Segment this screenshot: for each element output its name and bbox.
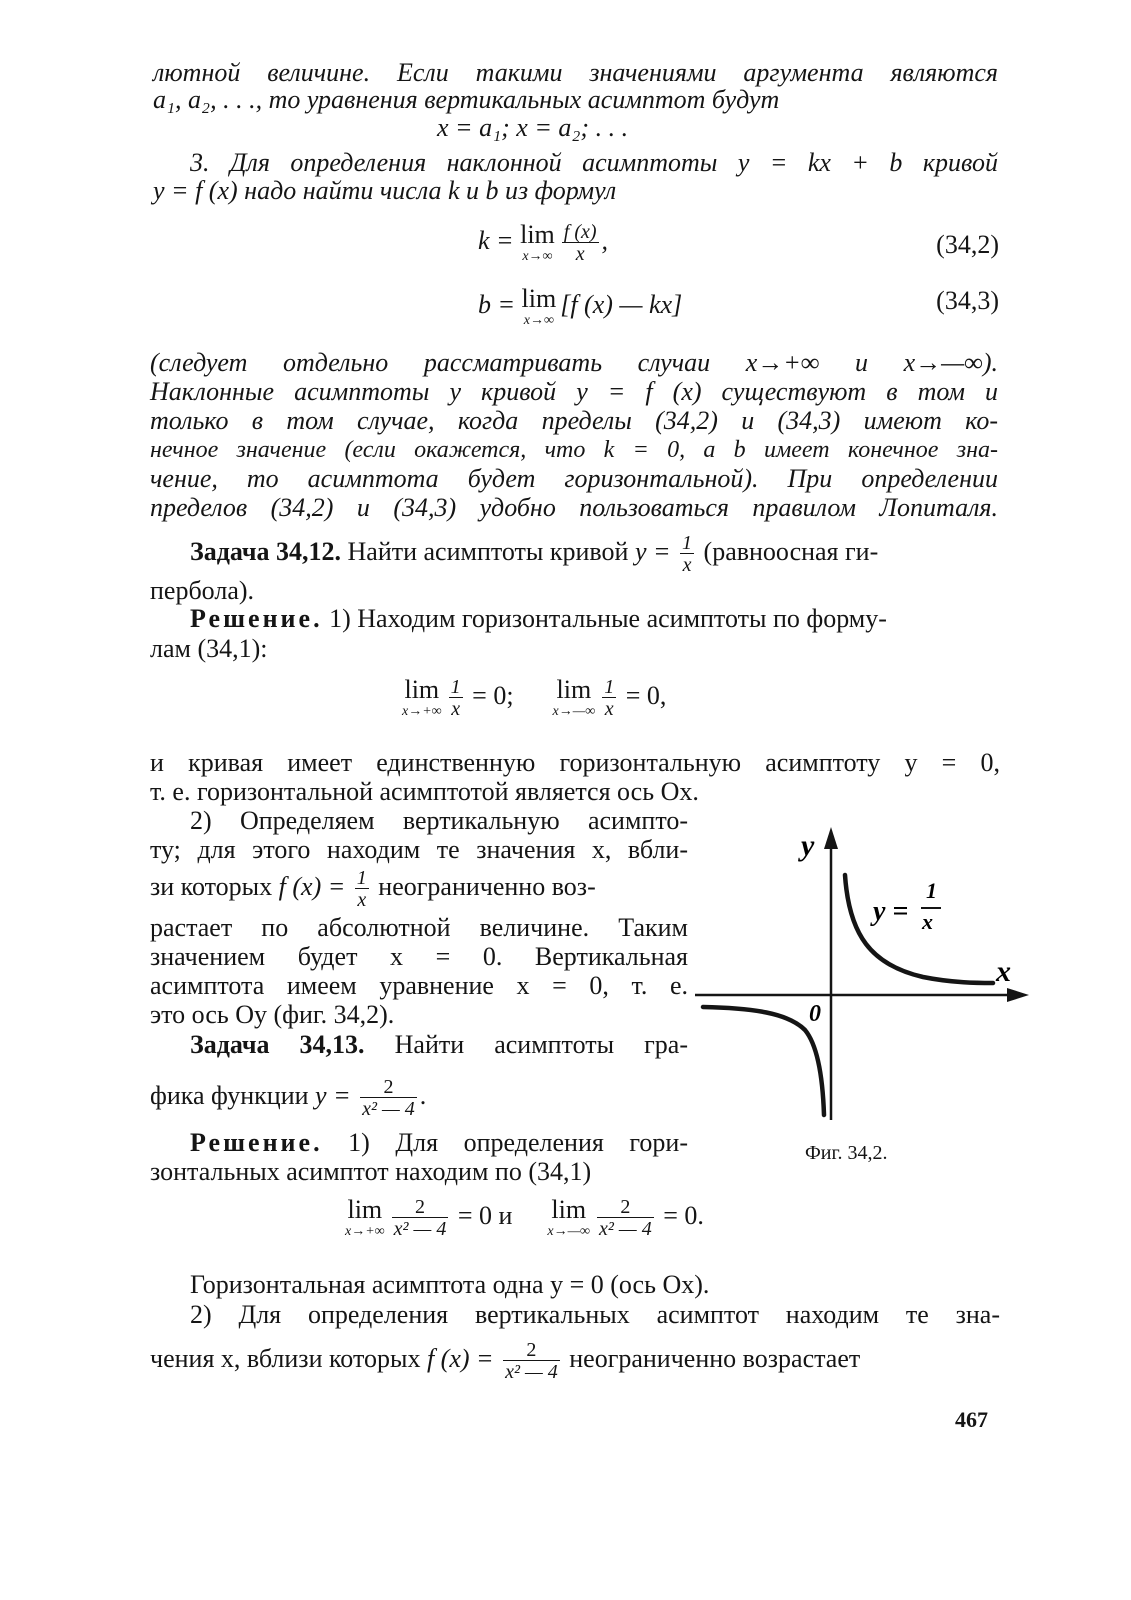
- step2-line3: [150, 868, 596, 910]
- limit-equals-zero: = 0;: [465, 680, 514, 710]
- formula-b-lhs: b =: [478, 289, 522, 319]
- para3-line1: 3. Для определения наклонной асимптоты y = kx + b кривой: [190, 148, 998, 177]
- task13-tail: .: [419, 1080, 427, 1110]
- limit-plus-infinity: [345, 1197, 385, 1239]
- step2-fraction: [503, 1340, 560, 1382]
- step2-line5: значением будет x = 0. Вертикальная: [150, 942, 688, 971]
- lim-word: lim: [347, 1195, 383, 1224]
- fraction-numerator: 1: [682, 532, 693, 554]
- para4-line5: чение, то асимптота будет горизонтальной). При определении: [150, 464, 998, 493]
- step2-line7: это ось Oy (фиг. 34,2).: [150, 1000, 395, 1029]
- lim-subscript: x→—∞: [552, 704, 596, 719]
- fraction-denominator: x: [575, 243, 585, 265]
- task13-text2: фика функции: [150, 1080, 316, 1110]
- fraction-denominator: x² — 4: [599, 1218, 652, 1240]
- limit-equals-zero: = 0 и: [451, 1200, 513, 1230]
- step2-line1: 2) Определяем вертикальную асимпто-: [190, 806, 688, 835]
- one-over-x-fraction: [449, 677, 463, 719]
- page-number: 467: [955, 1407, 988, 1432]
- para1-line2: a₁, a₂, . . ., то уравнения вертикальных асимптот будут: [153, 85, 780, 114]
- fraction-denominator: x: [682, 554, 692, 576]
- formula-b-lim: [522, 286, 557, 328]
- step2-fx: f (x) =: [426, 1343, 501, 1373]
- equation-number-34-3: (34,3): [936, 286, 999, 315]
- lim-word: lim: [521, 284, 557, 313]
- curve-label: y =: [873, 896, 909, 927]
- solution12-after2: т. е. горизонтальной асимптотой является ось Ox.: [150, 777, 699, 806]
- task12-text: Найти асимптоты кривой: [341, 536, 635, 566]
- fraction-numerator: 1: [604, 676, 615, 698]
- para1-line3: x = a₁; x = a₂; . . .: [437, 113, 629, 142]
- fraction-numerator: 2: [503, 1340, 560, 1361]
- step2-text: зи которых: [150, 871, 279, 901]
- task12-line1: [190, 533, 878, 575]
- limit-equals-zero: = 0.: [656, 1200, 704, 1230]
- task13-label: Задача 34,13.: [190, 1030, 365, 1059]
- lim-word: lim: [404, 675, 440, 704]
- formula-b-rhs: [f (x) — kx]: [560, 289, 683, 319]
- solution13-line1: [190, 1128, 688, 1158]
- formula-b: [478, 286, 682, 328]
- task12-fraction: [680, 533, 694, 575]
- hyperbola-figure: [693, 815, 1053, 1145]
- limit-minus-infinity: [553, 677, 596, 719]
- task13-text: Найти асимптоты гра-: [364, 1030, 688, 1059]
- fraction-numerator: f (x): [563, 221, 597, 243]
- lim-subscript: x→∞: [523, 313, 554, 328]
- limit-minus-infinity: [547, 1197, 590, 1239]
- solution12-limits: [402, 677, 666, 719]
- solution13-limits: [345, 1197, 704, 1239]
- step2-line2: ту; для этого находим те значения x, вбли-: [150, 835, 688, 864]
- para4-line3: только в том случае, когда пределы (34,2) и (34,3) имеют ко-: [150, 406, 998, 435]
- para4-line1: (следует отдельно рассматривать случаи x→+∞ и x→—∞).: [150, 348, 998, 377]
- para4-line4: нечное значение (если окажется, что k = 0, а b имеет конечное зна-: [150, 437, 998, 463]
- task13-line2: [150, 1077, 426, 1119]
- para3-line2: y = f (x) надо найти числа k и b из формул: [153, 176, 617, 205]
- fraction-denominator: x² — 4: [362, 1098, 415, 1120]
- y-axis-label: y: [801, 829, 815, 862]
- two-over-x2-minus-4-fraction: [392, 1197, 449, 1239]
- equation-number-34-2: (34,2): [936, 230, 999, 259]
- step2-text: чения x, вблизи которых: [150, 1343, 427, 1373]
- solution13-line2: зонтальных асимптот находим по (34,1): [150, 1157, 592, 1186]
- solution12-after1: и кривая имеет единственную горизонтальную асимптоту y = 0,: [150, 748, 1000, 777]
- fraction-denominator: x: [604, 698, 614, 720]
- fraction-numerator: 1: [356, 867, 367, 889]
- step2-text-end: неограниченно возрастает: [562, 1343, 861, 1373]
- hyperbola-branch-negative: [703, 1007, 824, 1115]
- formula-k-lim: [520, 222, 555, 264]
- solution13-label: Решение.: [190, 1128, 323, 1157]
- lim-subscript: x→—∞: [547, 1224, 591, 1239]
- lim-subscript: x→∞: [522, 249, 553, 264]
- fraction-denominator: x: [451, 698, 461, 720]
- lim-word: lim: [551, 1195, 587, 1224]
- task12-line2: пербола).: [150, 576, 255, 605]
- formula-k-tail: ,: [601, 225, 609, 255]
- solution12-line2: лам (34,1):: [150, 634, 268, 663]
- limit-plus-infinity: [402, 677, 442, 719]
- solution13-after: Горизонтальная асимптота одна y = 0 (ось Ox).: [190, 1270, 710, 1299]
- one-over-x-fraction: [602, 677, 616, 719]
- fraction-denominator: x² — 4: [393, 1218, 447, 1240]
- task13-line1: [190, 1030, 688, 1060]
- lim-subscript: x→+∞: [345, 1224, 385, 1239]
- lim-subscript: x→+∞: [402, 704, 442, 719]
- formula-k: [478, 222, 608, 264]
- x-axis-arrow: [1007, 988, 1029, 1002]
- task12-y: y =: [634, 536, 678, 566]
- solution12-label: Решение.: [190, 604, 323, 633]
- limit-equals-zero: = 0,: [619, 680, 667, 710]
- para4-line2: Наклонные асимптоты у кривой y = f (x) существуют в том и: [150, 377, 998, 406]
- origin-label: 0: [809, 1001, 821, 1027]
- figure-caption: Фиг. 34,2.: [805, 1142, 888, 1164]
- formula-k-fraction: [562, 222, 599, 264]
- task12-label: Задача 34,12.: [190, 536, 341, 566]
- fraction-numerator: 1: [450, 676, 461, 698]
- fraction-numerator: 2: [392, 1197, 449, 1218]
- x-axis-label: x: [996, 955, 1011, 988]
- fraction-denominator: x² — 4: [505, 1361, 558, 1383]
- fraction-numerator: 2: [360, 1077, 417, 1098]
- curve-label-numerator: 1: [926, 878, 937, 903]
- solution13-text: 1) Для определения гори-: [322, 1128, 688, 1157]
- task12-text-end: (равноосная ги-: [697, 536, 879, 566]
- two-over-x2-minus-4-fraction: [597, 1197, 654, 1239]
- hyperbola-branch-positive: [845, 875, 993, 983]
- step2-fx: f (x) =: [278, 871, 352, 901]
- fraction-denominator: x: [357, 889, 367, 911]
- lim-word: lim: [556, 675, 592, 704]
- solution13-step2-line1: 2) Для определения вертикальных асимптот находим те зна-: [190, 1300, 1000, 1329]
- step2-line6: асимптота имеем уравнение x = 0, т. е.: [150, 971, 688, 1000]
- fraction-numerator: 2: [597, 1197, 654, 1218]
- step2-line4: растает по абсолютной величине. Таким: [150, 913, 688, 942]
- task13-y: y =: [315, 1080, 358, 1110]
- lim-word: lim: [520, 220, 555, 249]
- solution13-step2-line2: [150, 1340, 860, 1382]
- para4-line6: пределов (34,2) и (34,3) удобно пользоваться правилом Лопиталя.: [150, 493, 998, 522]
- formula-k-lhs: k =: [478, 225, 521, 255]
- curve-label-denominator: x: [922, 909, 933, 934]
- solution12-text: 1) Находим горизонтальные асимптоты по форму-: [322, 604, 887, 633]
- solution12-line1: [190, 604, 887, 634]
- task13-fraction: [360, 1077, 417, 1119]
- step2-text-end: неограниченно воз-: [371, 871, 596, 901]
- y-axis-arrow: [824, 827, 838, 849]
- para1-line1: лютной величине. Если такими значениями аргумента являются: [153, 58, 998, 87]
- step2-fraction: [355, 868, 369, 910]
